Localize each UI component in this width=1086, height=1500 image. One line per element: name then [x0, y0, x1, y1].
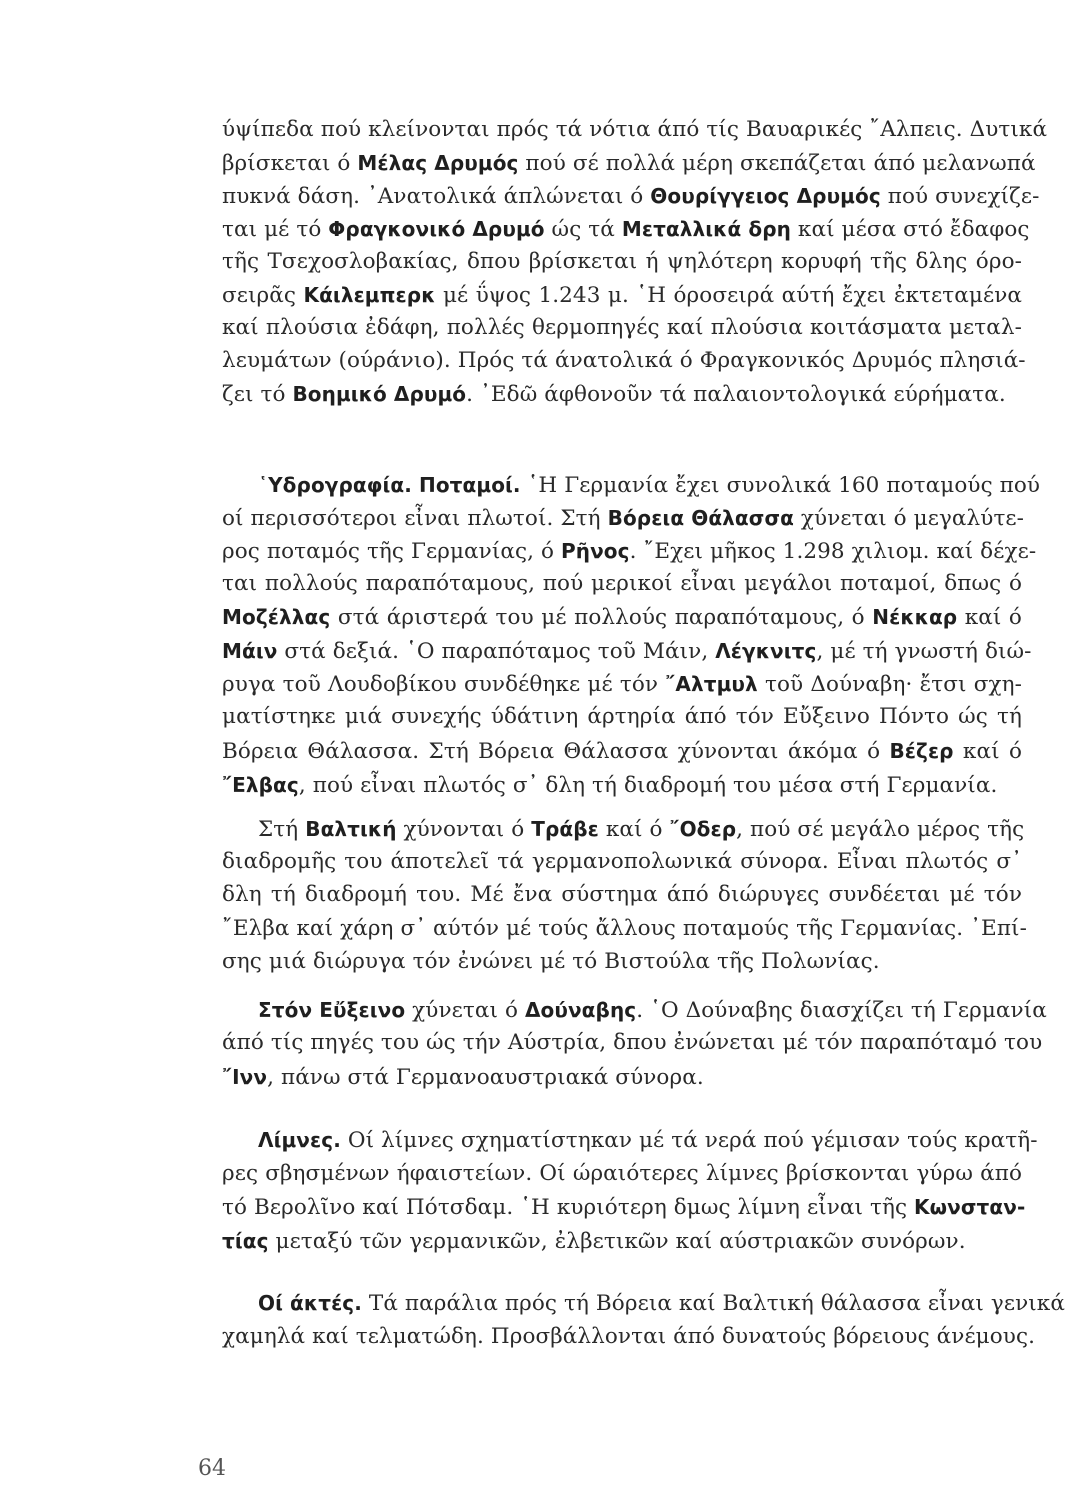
bold-term: Βέζερ [889, 739, 954, 763]
bold-term: Λέγκνιτς [715, 639, 817, 663]
bold-term: Μέλας Δρυμός [357, 151, 519, 175]
bold-term: τίας [222, 1229, 269, 1253]
text-run: καί ό [953, 739, 1022, 764]
text-run: . ᾿Εδῶ άφθονοῦν τά παλαιοντολογικά εύρήματα. [466, 382, 1006, 407]
bold-term: Βόρεια Θάλασσα [607, 506, 794, 530]
bold-term: Στόν Εὔξεινο [258, 998, 406, 1022]
text-run: πυκνά δάση. ᾿Ανατολικά άπλώνεται ό [222, 184, 651, 209]
text-line [222, 115, 1048, 145]
text-line [222, 1159, 1022, 1189]
text-run: καί μέσα στό ἔδαφος [790, 217, 1030, 242]
text-line [258, 995, 1047, 1026]
text-line [258, 470, 1041, 501]
text-run: Στή [258, 817, 306, 842]
text-run: χύνεται ό [405, 998, 525, 1023]
text-run: ώς τά [544, 217, 622, 242]
text-run: , πού σέ μεγάλο μέρος τῆς [736, 817, 1025, 842]
text-run: πού συνεχίζε- [880, 184, 1040, 209]
text-run: διαδρομῆς του άποτελεῖ τά γερμανοπολωνικά σύνορα. Εἶναι πλωτός σ᾿ [222, 849, 1022, 874]
text-line [222, 1028, 1043, 1058]
page-number: 64 [198, 1456, 226, 1481]
text-line [258, 1125, 1038, 1156]
bold-term: ῎Ελβας [222, 773, 299, 797]
bold-term: Κωνσταν- [914, 1195, 1026, 1219]
text-run: ύψίπεδα πού κλείνονται πρός τά νότια άπό τίς Βαυαρικές ῎Αλπεις. Δυτικά [222, 117, 1048, 142]
text-run: καί πλούσια ἐδάφη, πολλές θερμοπηγές καί πλούσια κοιτάσματα μεταλ- [222, 315, 1022, 340]
text-run: ῎Ελβα καί χάρη σ᾿ αύτόν μέ τούς ἄλλους ποταμούς τῆς Γερμανίας. ᾿Επί- [222, 916, 1027, 941]
text-line [222, 1062, 1022, 1093]
text-run: χύνεται ό μεγαλύτε- [793, 506, 1025, 531]
text-run: Βόρεια Θάλασσα. Στή Βόρεια Θάλασσα χύνονται άκόμα ό [222, 739, 890, 764]
bold-term: Μάιν [222, 639, 278, 663]
text-line [222, 669, 1022, 700]
bold-term: ῎Αλτμυλ [665, 672, 758, 696]
text-line [222, 847, 1022, 877]
text-line [222, 536, 1037, 567]
text-run: λευμάτων (ούράνιο). Πρός τά άνατολικά ό Φραγκονικός Δρυμός πλησιά- [222, 348, 1026, 373]
bold-term: Μοζέλλας [222, 605, 331, 629]
bold-term: Νέκκαρ [872, 605, 958, 629]
bold-term: Ρῆνος [560, 539, 630, 563]
text-run: τῆς Τσεχοσλοβακίας, δπου βρίσκεται ή ψηλότερη κορυφή τῆς δλης όρο- [222, 249, 1022, 274]
text-line [222, 148, 1036, 179]
text-run: μέ ΰψος 1.243 μ. ῾Η όροσειρά αύτή ἔχει ἐκτεταμένα [435, 283, 1022, 308]
text-run: , πού εἶναι πλωτός σ᾿ δλη τή διαδρομή του μέσα στή Γερμανία. [298, 773, 998, 798]
text-line [258, 1288, 1065, 1319]
text-run: ρος ποταμός τῆς Γερμανίας, ό [222, 539, 561, 564]
text-line [222, 947, 1022, 977]
text-run: ται μέ τό [222, 217, 329, 242]
text-line [222, 1192, 1026, 1223]
text-run: χύνονται ό [396, 817, 532, 842]
text-run: ται πολλούς παραπόταμους, πού μερικοί εἶναι μεγάλοι ποταμοί, δπως ό [222, 571, 1022, 596]
text-run: καί ό [957, 605, 1022, 630]
text-run: ρυγα τοῦ Λουδοβίκου συνδέθηκε μέ τόν [222, 672, 666, 697]
text-line [222, 1322, 1036, 1352]
text-run: Οί λίμνες σχηματίστηκαν μέ τά νερά πού γέμισαν τούς κρατῆ- [340, 1128, 1038, 1153]
text-line [222, 1226, 1022, 1257]
text-line [222, 736, 1022, 767]
text-line [222, 346, 1026, 376]
text-line [222, 914, 1027, 944]
text-run: , πάνω στά Γερμανοαυστριακά σύνορα. [267, 1065, 704, 1090]
text-line [222, 503, 1025, 534]
text-line [222, 247, 1022, 277]
text-run: ματίστηκε μιά συνεχής ύδάτινη άρτηρία άπό τόν Εὔξεινο Πόντο ώς τή [222, 704, 1022, 729]
text-run: βρίσκεται ό [222, 151, 358, 176]
text-run: μεταξύ τῶν γερμανικῶν, ἐλβετικῶν καί αύστριακῶν συνόρων. [268, 1229, 966, 1254]
bold-term: Οί άκτές. [258, 1291, 362, 1315]
bold-term: Βαλτική [305, 817, 397, 841]
bold-term: Φραγκονικό Δρυμό [328, 217, 545, 241]
text-run: σειρᾶς [222, 283, 304, 308]
text-run: ρες σβησμένων ήφαιστείων. Οί ώραιότερες λίμνες βρίσκονται γύρω άπό [222, 1161, 1022, 1186]
text-run: ζει τό [222, 382, 293, 407]
text-run: τοῦ Δούναβη· ἔτσι σχη- [757, 672, 1022, 697]
bold-term: ῎Οδερ [669, 817, 737, 841]
text-run: . ῎Εχει μῆκος 1.298 χιλιομ. καί δέχε- [629, 539, 1037, 564]
text-line [222, 214, 1030, 245]
text-line [222, 181, 1040, 212]
text-run: δλη τή διαδρομή του. Μέ ἔνα σύστημα άπό διώρυγες συνδέεται μέ τόν [222, 882, 1022, 907]
bold-term: Μεταλλικά δρη [621, 217, 791, 241]
text-line [222, 880, 1022, 910]
text-run: , μέ τή γνωστή διώ- [816, 639, 1032, 664]
text-line [222, 702, 1022, 732]
bold-term: ῎Ινν [222, 1065, 268, 1089]
text-line [222, 569, 1022, 599]
text-run: στά άριστερά του μέ πολλούς παραπόταμους, ό [330, 605, 873, 630]
text-run: σης μιά διώρυγα τόν ἐνώνει μέ τό Βιστούλα τῆς Πολωνίας. [222, 949, 880, 974]
text-line [222, 379, 1022, 410]
text-run: στά δεξιά. ῾Ο παραπόταμος τοῦ Μάιν, [277, 639, 716, 664]
text-line [222, 280, 1022, 311]
text-run: . ῾Ο Δούναβης διασχίζει τή Γερμανία [636, 998, 1047, 1023]
bold-term: Βοημικό Δρυμό [292, 382, 467, 406]
bold-term: Τράβε [531, 817, 599, 841]
text-line [222, 313, 1022, 343]
text-line [222, 602, 1022, 633]
text-run: άπό τίς πηγές του ώς τήν Αύστρία, δπου ἐνώνεται μέ τόν παραπόταμό του [222, 1030, 1043, 1055]
text-run: ῾Η Γερμανία ἔχει συνολικά 160 ποταμούς πού [520, 473, 1041, 498]
text-run: τό Βερολῖνο καί Πότσδαμ. ῾Η κυριότερη δμως λίμνη εἶναι τῆς [222, 1195, 915, 1220]
text-run: χαμηλά καί τελματώδη. Προσβάλλονται άπό δυνατούς βόρειους άνέμους. [222, 1324, 1036, 1349]
text-run: Τά παράλια πρός τή Βόρεια καί Βαλτική θάλασσα εἶναι γενικά [361, 1291, 1065, 1316]
bold-term: ῾Υδρογραφία. Ποταμοί. [258, 473, 521, 497]
bold-term: Θουρίγγειος Δρυμός [650, 184, 881, 208]
bold-term: Λίμνες. [258, 1128, 341, 1152]
text-run: καί ό [598, 817, 670, 842]
bold-term: Κάιλεμπερκ [303, 283, 436, 307]
text-line [258, 814, 1025, 845]
text-line [222, 636, 1032, 667]
bold-term: Δούναβης [524, 998, 637, 1022]
text-run: οί περισσότεροι εἶναι πλωτοί. Στή [222, 506, 608, 531]
text-run: πού σέ πολλά μέρη σκεπάζεται άπό μελανωπά [518, 151, 1036, 176]
text-line [222, 770, 1022, 801]
